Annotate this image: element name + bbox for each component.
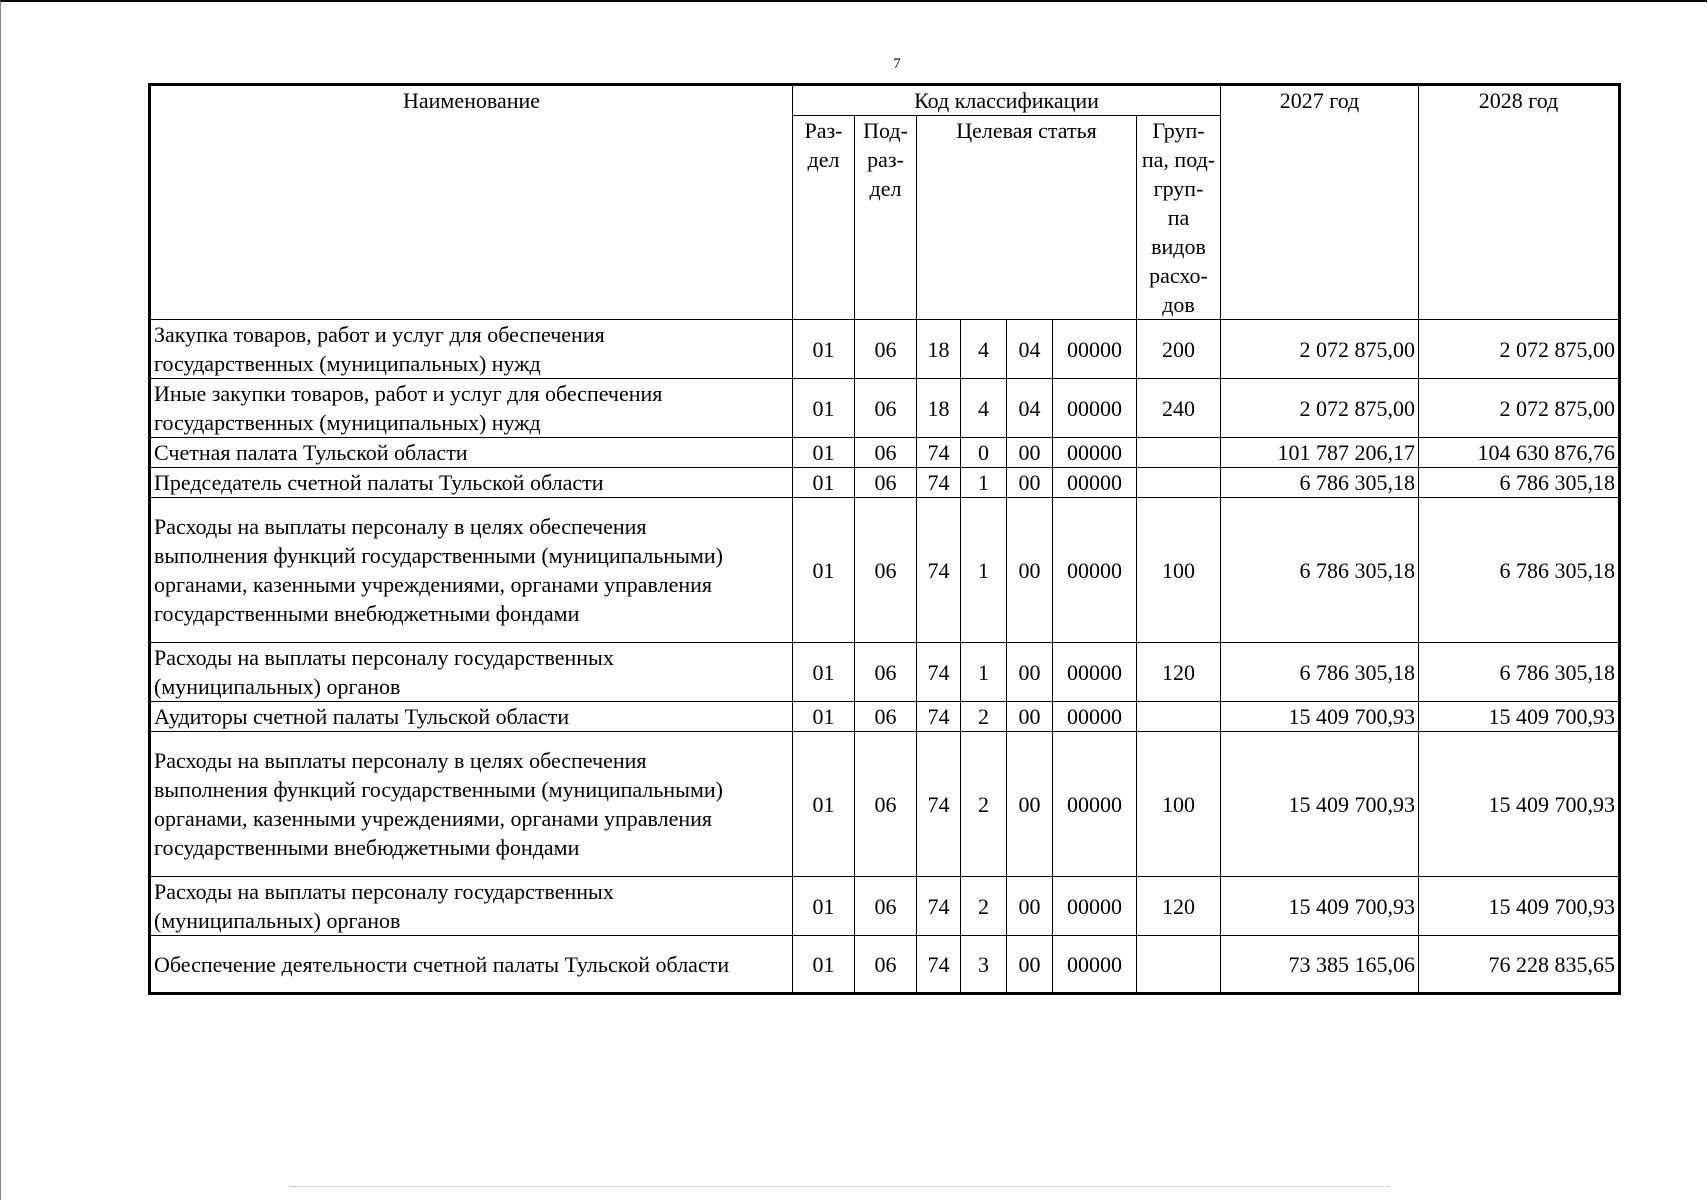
header-podrazdel-line: раз- xyxy=(867,147,904,172)
row-target-type: 1 xyxy=(961,643,1007,702)
row-name xyxy=(150,877,793,936)
row-target-element: 00 xyxy=(1007,643,1053,702)
row-podrazdel: 06 xyxy=(855,438,917,468)
row-amount-2027: 2 072 875,00 xyxy=(1221,379,1419,438)
row-target-element: 04 xyxy=(1007,320,1053,379)
header-group-line: Груп- xyxy=(1152,118,1205,143)
row-name-line: органами, казенными учреждениями, органами управления xyxy=(154,806,713,831)
header-name: Наименование xyxy=(150,85,793,320)
row-amount-2028: 15 409 700,93 xyxy=(1419,732,1620,877)
row-target-element: 04 xyxy=(1007,379,1053,438)
row-razdel: 01 xyxy=(793,936,855,994)
table-row xyxy=(150,379,1620,438)
row-razdel: 01 xyxy=(793,702,855,732)
row-expense-group: 240 xyxy=(1137,379,1221,438)
row-expense-group xyxy=(1137,702,1221,732)
row-podrazdel: 06 xyxy=(855,379,917,438)
row-amount-2028: 104 630 876,76 xyxy=(1419,438,1620,468)
row-name xyxy=(150,320,793,379)
row-podrazdel: 06 xyxy=(855,936,917,994)
row-razdel: 01 xyxy=(793,438,855,468)
row-amount-2028: 6 786 305,18 xyxy=(1419,468,1620,498)
table-header xyxy=(150,85,1620,320)
table-row xyxy=(150,936,1620,994)
row-target-type: 4 xyxy=(961,320,1007,379)
row-name xyxy=(150,732,793,877)
row-name-line: органами, казенными учреждениями, органами управления xyxy=(154,572,713,597)
row-name-line: Закупка товаров, работ и услуг для обеспечения xyxy=(154,322,605,347)
header-target-article: Целевая статья xyxy=(917,116,1137,320)
row-target-type: 2 xyxy=(961,877,1007,936)
row-target-element: 00 xyxy=(1007,877,1053,936)
row-name xyxy=(150,379,793,438)
row-amount-2027: 2 072 875,00 xyxy=(1221,320,1419,379)
header-group-line: груп- xyxy=(1153,176,1204,201)
table-body xyxy=(150,320,1620,994)
row-expense-group: 120 xyxy=(1137,877,1221,936)
row-name-line: (муниципальных) органов xyxy=(154,674,401,699)
row-name-line: государственных (муниципальных) нужд xyxy=(154,351,541,376)
row-name xyxy=(150,643,793,702)
row-target-direction: 00000 xyxy=(1053,468,1137,498)
row-name-line: (муниципальных) органов xyxy=(154,908,401,933)
table-row xyxy=(150,702,1620,732)
header-razdel xyxy=(793,116,855,320)
row-podrazdel: 06 xyxy=(855,320,917,379)
row-podrazdel: 06 xyxy=(855,643,917,702)
header-razdel-line: дел xyxy=(807,147,840,172)
row-expense-group: 200 xyxy=(1137,320,1221,379)
row-target-type: 3 xyxy=(961,936,1007,994)
row-target-element: 00 xyxy=(1007,702,1053,732)
row-target-program: 74 xyxy=(917,438,961,468)
header-group-line: расхо- xyxy=(1149,263,1208,288)
row-target-direction: 00000 xyxy=(1053,936,1137,994)
row-name-line: Аудиторы счетной палаты Тульской области xyxy=(154,704,570,729)
row-amount-2028: 6 786 305,18 xyxy=(1419,498,1620,643)
row-name xyxy=(150,438,793,468)
row-target-program: 74 xyxy=(917,877,961,936)
row-razdel: 01 xyxy=(793,877,855,936)
row-target-program: 18 xyxy=(917,320,961,379)
row-target-direction: 00000 xyxy=(1053,438,1137,468)
row-name-line: Обеспечение деятельности счетной палаты Тульской области xyxy=(154,951,730,977)
row-target-element: 00 xyxy=(1007,732,1053,877)
row-spacer xyxy=(154,628,789,642)
row-amount-2027: 73 385 165,06 xyxy=(1221,936,1419,994)
row-name-line: выполнения функций государственными (муниципальными) xyxy=(154,543,723,568)
header-podrazdel xyxy=(855,116,917,320)
row-podrazdel: 06 xyxy=(855,877,917,936)
scan-artifact-line xyxy=(290,1186,1390,1188)
row-amount-2027: 6 786 305,18 xyxy=(1221,498,1419,643)
header-year-2027: 2027 год xyxy=(1221,85,1419,320)
row-target-element: 00 xyxy=(1007,438,1053,468)
row-target-type: 4 xyxy=(961,379,1007,438)
row-target-direction: 00000 xyxy=(1053,379,1137,438)
row-target-element: 00 xyxy=(1007,498,1053,643)
table-row xyxy=(150,468,1620,498)
table-row xyxy=(150,732,1620,877)
row-target-type: 2 xyxy=(961,732,1007,877)
row-name-line: государственных (муниципальных) нужд xyxy=(154,410,541,435)
row-razdel: 01 xyxy=(793,498,855,643)
page-number: 7 xyxy=(893,56,901,72)
row-target-program: 74 xyxy=(917,732,961,877)
row-target-element: 00 xyxy=(1007,936,1053,994)
row-target-direction: 00000 xyxy=(1053,643,1137,702)
row-podrazdel: 06 xyxy=(855,732,917,877)
row-amount-2027: 15 409 700,93 xyxy=(1221,732,1419,877)
header-year-2028: 2028 год xyxy=(1419,85,1620,320)
row-expense-group xyxy=(1137,438,1221,468)
row-target-direction: 00000 xyxy=(1053,702,1137,732)
row-name xyxy=(150,498,793,643)
table-row xyxy=(150,438,1620,468)
row-razdel: 01 xyxy=(793,320,855,379)
row-target-program: 74 xyxy=(917,468,961,498)
row-razdel: 01 xyxy=(793,643,855,702)
row-expense-group: 100 xyxy=(1137,732,1221,877)
row-target-program: 74 xyxy=(917,643,961,702)
row-expense-group xyxy=(1137,468,1221,498)
row-spacer xyxy=(154,732,789,746)
row-name-line: Счетная палата Тульской области xyxy=(154,440,468,465)
row-amount-2028: 76 228 835,65 xyxy=(1419,936,1620,994)
row-expense-group: 100 xyxy=(1137,498,1221,643)
row-name-line: государственными внебюджетными фондами xyxy=(154,601,580,626)
header-razdel-line: Раз- xyxy=(804,118,843,143)
header-podrazdel-line: дел xyxy=(869,176,902,201)
header-podrazdel-line: Под- xyxy=(863,118,908,143)
row-razdel: 01 xyxy=(793,468,855,498)
row-target-direction: 00000 xyxy=(1053,498,1137,643)
budget-table xyxy=(148,83,1621,995)
row-amount-2028: 6 786 305,18 xyxy=(1419,643,1620,702)
row-razdel: 01 xyxy=(793,732,855,877)
header-expense-group xyxy=(1137,116,1221,320)
row-name-line: Расходы на выплаты персоналу в целях обеспечения xyxy=(154,748,647,773)
header-group-line: видов xyxy=(1151,234,1206,259)
row-amount-2028: 15 409 700,93 xyxy=(1419,702,1620,732)
row-amount-2028: 2 072 875,00 xyxy=(1419,379,1620,438)
row-name-line: Расходы на выплаты персоналу в целях обеспечения xyxy=(154,514,647,539)
row-spacer xyxy=(154,862,789,876)
row-amount-2027: 101 787 206,17 xyxy=(1221,438,1419,468)
row-name-line: государственными внебюджетными фондами xyxy=(154,835,580,860)
row-amount-2027: 6 786 305,18 xyxy=(1221,643,1419,702)
row-amount-2027: 6 786 305,18 xyxy=(1221,468,1419,498)
header-group-line: па xyxy=(1167,205,1190,230)
table-row xyxy=(150,643,1620,702)
row-target-program: 74 xyxy=(917,498,961,643)
row-name-line: Председатель счетной палаты Тульской области xyxy=(154,470,604,495)
row-target-type: 1 xyxy=(961,498,1007,643)
row-name xyxy=(150,702,793,732)
row-target-direction: 00000 xyxy=(1053,320,1137,379)
header-classification: Код классификации xyxy=(793,85,1221,116)
row-target-program: 18 xyxy=(917,379,961,438)
row-target-program: 74 xyxy=(917,936,961,994)
row-podrazdel: 06 xyxy=(855,702,917,732)
row-name-line: Расходы на выплаты персоналу государственных xyxy=(154,879,614,904)
row-name xyxy=(150,468,793,498)
row-amount-2028: 2 072 875,00 xyxy=(1419,320,1620,379)
row-amount-2027: 15 409 700,93 xyxy=(1221,877,1419,936)
header-group-line: дов xyxy=(1162,292,1195,317)
row-target-direction: 00000 xyxy=(1053,732,1137,877)
row-expense-group: 120 xyxy=(1137,643,1221,702)
row-target-type: 1 xyxy=(961,468,1007,498)
row-amount-2027: 15 409 700,93 xyxy=(1221,702,1419,732)
table-row xyxy=(150,877,1620,936)
row-target-type: 0 xyxy=(961,438,1007,468)
row-razdel: 01 xyxy=(793,379,855,438)
table-row xyxy=(150,498,1620,643)
row-target-type: 2 xyxy=(961,702,1007,732)
row-name-line: выполнения функций государственными (муниципальными) xyxy=(154,777,723,802)
row-target-direction: 00000 xyxy=(1053,877,1137,936)
row-amount-2028: 15 409 700,93 xyxy=(1419,877,1620,936)
row-podrazdel: 06 xyxy=(855,468,917,498)
row-name xyxy=(150,936,793,994)
header-group-line: па, под- xyxy=(1141,147,1216,172)
row-target-element: 00 xyxy=(1007,468,1053,498)
row-podrazdel: 06 xyxy=(855,498,917,643)
row-target-program: 74 xyxy=(917,702,961,732)
row-name-line: Иные закупки товаров, работ и услуг для обеспечения xyxy=(154,381,663,406)
table-row xyxy=(150,320,1620,379)
row-name-line: Расходы на выплаты персоналу государственных xyxy=(154,645,614,670)
row-expense-group xyxy=(1137,936,1221,994)
row-spacer xyxy=(154,498,789,512)
